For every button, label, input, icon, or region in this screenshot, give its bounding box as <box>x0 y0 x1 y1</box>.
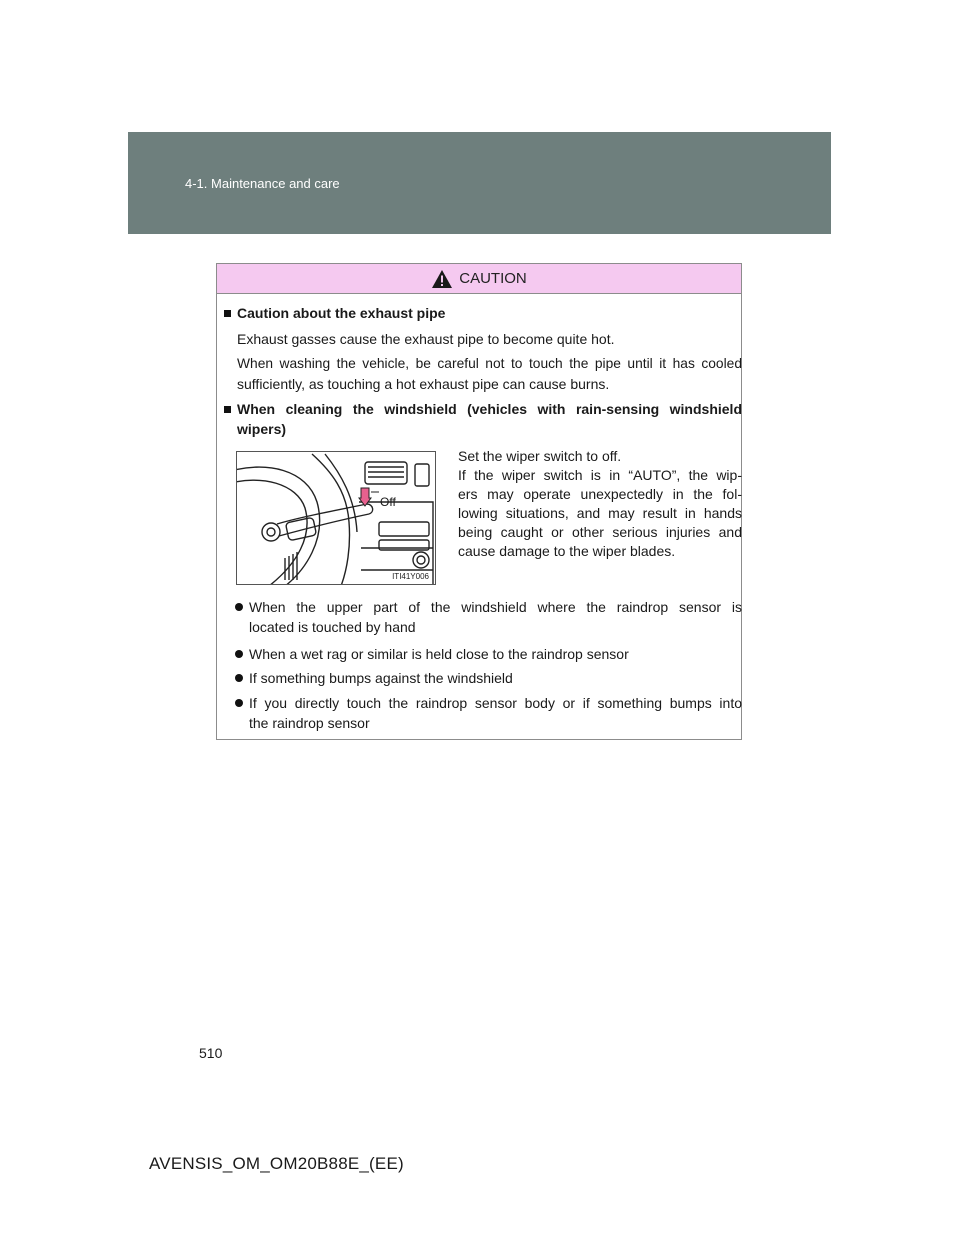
caution-title: CAUTION <box>459 270 527 287</box>
side-text: Set the wiper switch to off. <box>458 448 622 464</box>
side-text: lowing situations, and may result in hands <box>458 505 742 521</box>
section-title: 4-1. Maintenance and care <box>185 176 340 191</box>
side-text: cause damage to the wiper blades. <box>458 543 676 559</box>
side-text: being caught or other serious injuries and <box>458 524 742 540</box>
section-heading-windshield: When cleaning the windshield (vehicles with rain-sensing windshield <box>237 401 742 417</box>
caution-header <box>217 264 741 294</box>
dot-bullet-icon <box>235 699 243 707</box>
side-text: If the wiper switch is in “AUTO”, the wip- <box>458 467 742 483</box>
document-code: AVENSIS_OM_OM20B88E_(EE) <box>149 1154 404 1173</box>
dot-bullet-icon <box>235 603 243 611</box>
bullet-text: When a wet rag or similar is held close to the raindrop sensor <box>249 646 629 662</box>
caution-box <box>216 263 742 740</box>
illustration-code: ITI41Y006 <box>392 572 429 581</box>
header-band <box>128 132 831 234</box>
paragraph: Exhaust gasses cause the exhaust pipe to become quite hot. <box>237 331 615 347</box>
section-heading-exhaust: Caution about the exhaust pipe <box>237 305 446 321</box>
bullet-text: If you directly touch the raindrop sensor body or if something bumps into <box>249 695 742 711</box>
bullet-text: If something bumps against the windshield <box>249 670 513 686</box>
side-text: ers may operate unexpectedly in the fol- <box>458 486 742 502</box>
bullet-text: the raindrop sensor <box>249 715 370 731</box>
dot-bullet-icon <box>235 674 243 682</box>
square-bullet-icon <box>224 310 231 317</box>
page-number: 510 <box>199 1045 223 1061</box>
off-label: Off <box>380 495 396 509</box>
square-bullet-icon <box>224 406 231 413</box>
section-heading-windshield-cont: wipers) <box>237 421 287 437</box>
wiper-switch-illustration <box>236 451 436 585</box>
warning-triangle-icon <box>431 269 453 289</box>
paragraph: When washing the vehicle, be careful not to touch the pipe until it has cooled <box>237 356 742 371</box>
dot-bullet-icon <box>235 650 243 658</box>
bullet-text: located is touched by hand <box>249 619 416 635</box>
bullet-text: When the upper part of the windshield where the raindrop sensor is <box>249 599 742 615</box>
paragraph: sufficiently, as touching a hot exhaust pipe can cause burns. <box>237 376 610 392</box>
steering-column-drawing <box>237 452 436 585</box>
